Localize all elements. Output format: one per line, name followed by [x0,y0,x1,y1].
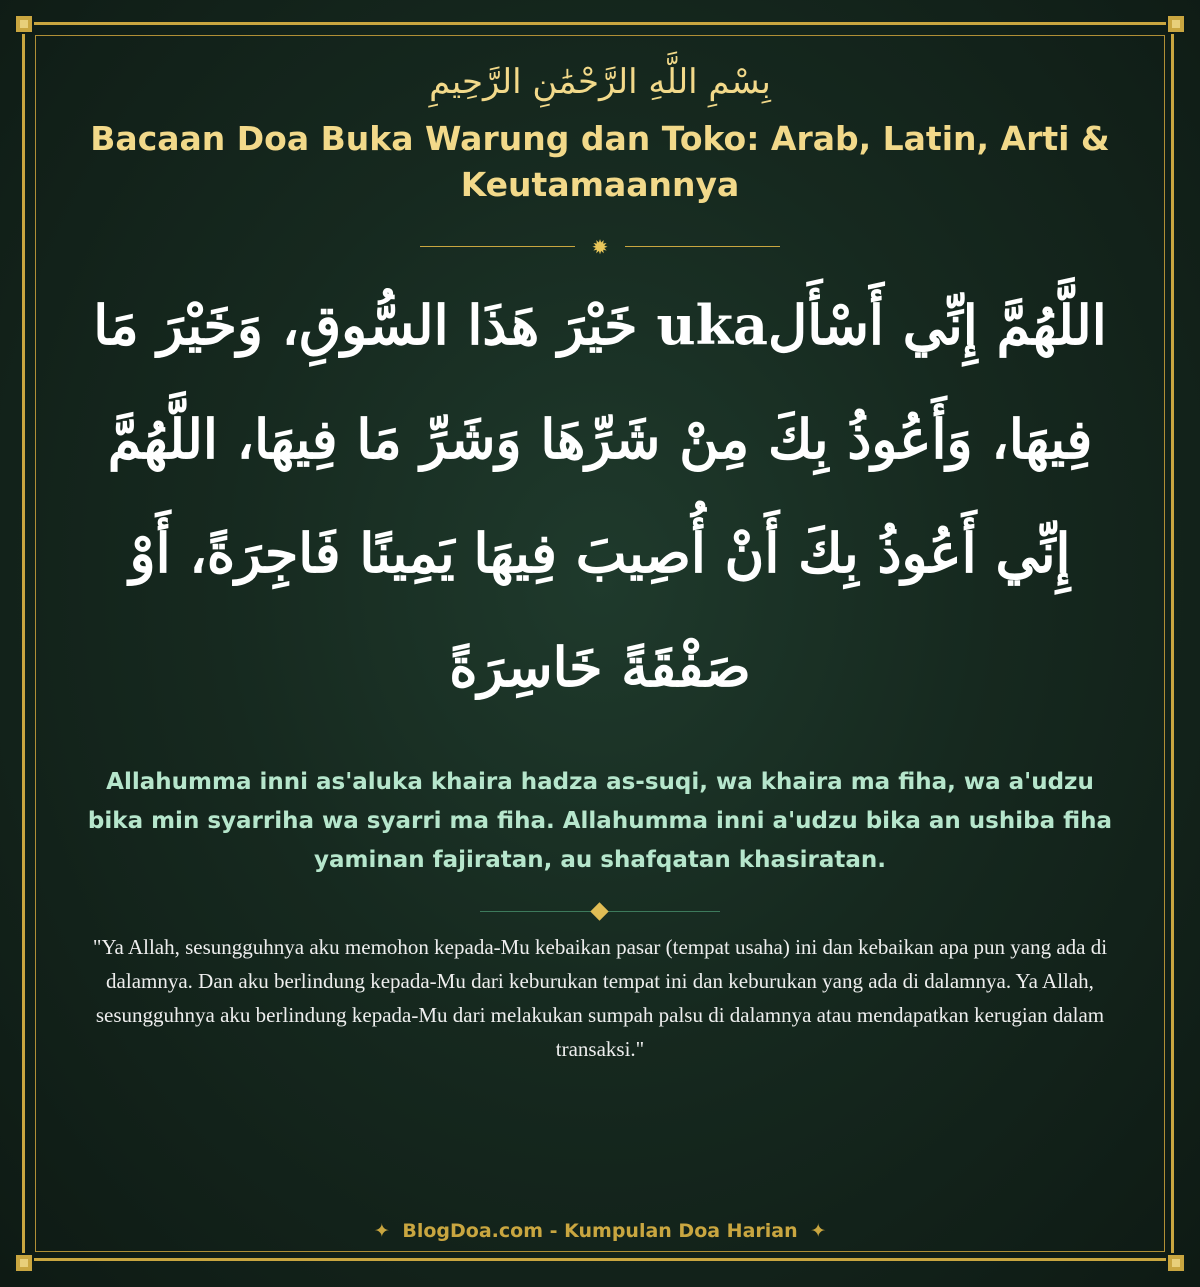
indonesian-translation: "Ya Allah, sesungguhnya aku memohon kepada-Mu kebaikan pasar (tempat usaha) ini dan kebaikan apa pun yang ada di dalamnya. Dan aku berlindung kepada-Mu dari keburukan tempat ini dan keburukan yang ada di dalamnya. Ya Allah, sesungguhnya aku berlindung kepada-Mu dari melakukan sumpah palsu di dalamnya atau mendapatkan kerugian dalam transaksi." [92,935,1108,1061]
arabic-dua-text: اللَّهُمَّ إِنِّي أَسْأَلuka خَيْرَ هَذَا السُّوقِ، وَخَيْرَ مَا فِيهَا، وَأَعُوذُ بِكَ مِنْ شَرِّهَا وَشَرِّ مَا فِيهَا، اللَّهُمَّ إِنِّي أَعُوذُ بِكَ أَنْ أُصِيبَ فِيهَا يَمِينًا فَاجِرَةً، أَوْ صَفْقَةً خَاسِرَةً [93,293,1107,699]
divider-line [420,246,575,247]
footer-credit [0,1220,1200,1242]
corner-ornament-icon [16,16,32,32]
latin-transliteration: Allahumma inni as'aluka khaira hadza as-suqi, wa khaira ma fiha, wa a'udzu bika min syarriha wa syarri ma fiha. Allahumma inni a'udzu bika an ushiba fiha yaminan fajiratan, au shafqatan khasiratan. [87,769,1113,873]
footer-star-icon: ✦ [373,1220,390,1242]
diamond-icon [590,902,608,920]
ornament-divider [420,237,780,257]
sunburst-icon: ✹ [591,235,609,259]
corner-ornament-icon [1168,1255,1184,1271]
corner-ornament-icon [1168,16,1184,32]
page-title: Bacaan Doa Buka Warung dan Toko: Arab, Latin, Arti & Keutamaannya [90,119,1110,204]
footer-star-icon: ✦ [810,1220,827,1242]
footer-text[interactable]: BlogDoa.com - Kumpulan Doa Harian [402,1220,798,1242]
corner-ornament-icon [16,1255,32,1271]
divider-line [625,246,780,247]
bismillah-heading: بِسْمِ اللَّهِ الرَّحْمَٰنِ الرَّحِيمِ [429,62,771,102]
ornament-divider-small [480,903,720,919]
